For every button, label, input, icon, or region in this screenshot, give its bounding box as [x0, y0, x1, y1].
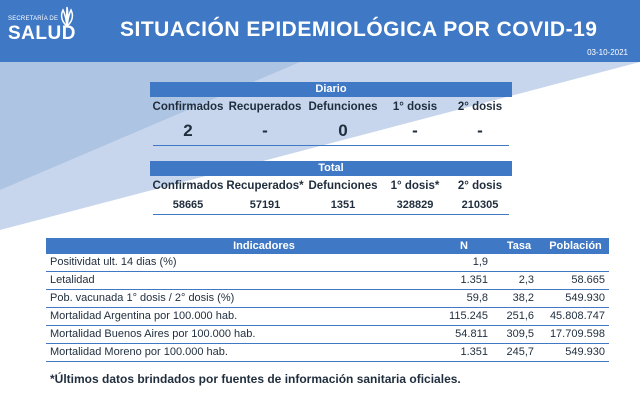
diario-label: 1° dosis	[392, 101, 438, 113]
report-date: 03-10-2021	[587, 48, 628, 57]
total-label: 2° dosis	[457, 180, 503, 192]
column-header: Indicadores	[233, 240, 295, 252]
total-label: 1° dosis*	[390, 180, 440, 192]
indicator-tasa: 251,6	[506, 310, 534, 322]
logo-subtitle: SECRETARÍA DE	[8, 16, 59, 22]
diario-panel	[150, 82, 512, 146]
diario-value: -	[477, 121, 483, 140]
indicator-n: 54.811	[455, 328, 488, 340]
indicator-n: 59,8	[466, 292, 488, 304]
diario-value: -	[412, 121, 418, 140]
diario-value: -	[262, 121, 268, 140]
total-title: Total	[150, 161, 512, 176]
column-header: Población	[549, 240, 602, 252]
logo-title: SALUD	[8, 23, 76, 44]
total-label: Defunciones	[308, 180, 378, 192]
total-label: Recuperados*	[226, 180, 304, 192]
total-values-row	[150, 196, 512, 214]
total-value: 1351	[330, 199, 356, 211]
total-value: 57191	[249, 199, 281, 211]
indicator-n: 115.245	[449, 310, 488, 322]
indicator-tasa: 2,3	[518, 274, 534, 286]
indicator-poblacion	[542, 254, 609, 271]
salud-logo	[8, 6, 78, 46]
indicator-poblacion: 549.930	[565, 292, 605, 304]
table-row	[46, 290, 609, 308]
page-title: SITUACIÓN EPIDEMIOLÓGICA POR COVID-19	[120, 18, 598, 41]
table-row	[46, 254, 609, 272]
diario-value: 0	[338, 121, 348, 140]
column-header: N	[460, 240, 468, 252]
diario-values-row	[150, 117, 512, 145]
diario-value: 2	[183, 121, 193, 140]
indicator-name: Pob. vacunada 1° dosis / 2° dosis (%)	[50, 292, 235, 304]
leaf-icon	[54, 6, 80, 28]
indicator-poblacion: 17.709.598	[549, 328, 605, 340]
total-value: 210305	[461, 199, 499, 211]
indicator-name: Letalidad	[50, 274, 95, 286]
table-row	[46, 326, 609, 344]
indicator-n: 1.351	[460, 346, 488, 358]
table-header	[46, 238, 609, 254]
indicator-tasa	[496, 254, 542, 271]
indicator-name: Mortalidad Buenos Aires por 100.000 hab.	[50, 328, 256, 340]
indicator-n: 1,9	[472, 256, 488, 268]
indicator-tasa: 245,7	[506, 346, 534, 358]
total-labels-row	[150, 176, 512, 196]
divider	[153, 214, 509, 215]
total-label: Confirmados	[152, 180, 224, 192]
indicator-poblacion: 549.930	[565, 346, 605, 358]
total-value: 328829	[396, 199, 434, 211]
total-panel	[150, 161, 512, 215]
diario-label: Defunciones	[308, 101, 378, 113]
diario-label: Confirmados	[152, 101, 224, 113]
diario-labels-row	[150, 97, 512, 117]
diario-label: 2° dosis	[457, 101, 503, 113]
footnote: *Últimos datos brindados por fuentes de información sanitaria oficiales.	[50, 372, 461, 386]
indicator-name: Mortalidad Argentina por 100.000 hab.	[50, 310, 238, 322]
column-header: Tasa	[506, 240, 532, 252]
indicator-n: 1.351	[460, 274, 488, 286]
indicadores-table	[46, 238, 609, 362]
divider	[153, 145, 509, 146]
indicator-tasa: 309,5	[506, 328, 534, 340]
indicator-name: Mortalidad Moreno por 100.000 hab.	[50, 346, 228, 358]
table-row	[46, 308, 609, 326]
diario-title: Diario	[150, 82, 512, 97]
indicator-poblacion: 45.808.747	[549, 310, 605, 322]
header-bar	[0, 0, 640, 62]
indicator-tasa: 38,2	[512, 292, 534, 304]
indicator-poblacion: 58.665	[571, 274, 605, 286]
table-row	[46, 344, 609, 362]
table-row	[46, 272, 609, 290]
indicator-name: Positividat ult. 14 dias (%)	[50, 256, 177, 268]
total-value: 58665	[172, 199, 204, 211]
diario-label: Recuperados	[228, 101, 302, 113]
